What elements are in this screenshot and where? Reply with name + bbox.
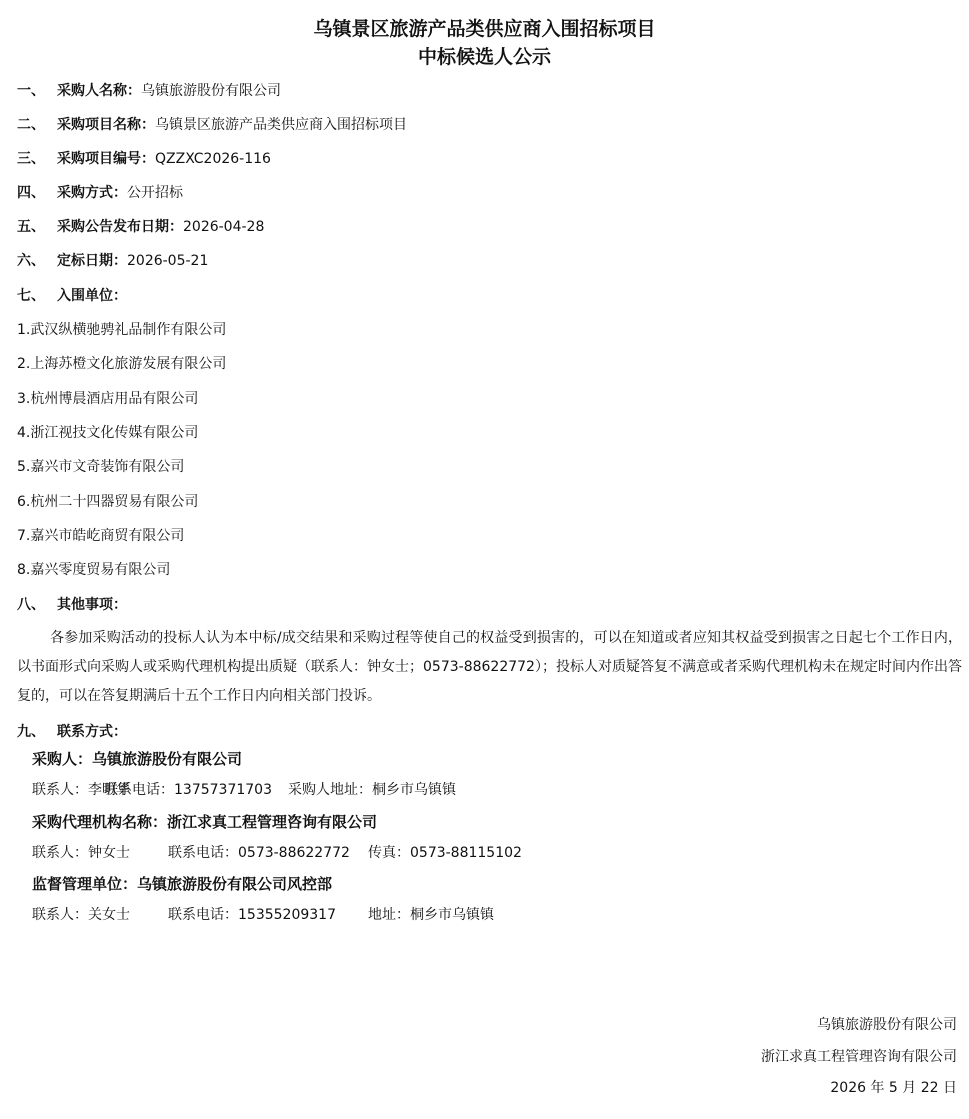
- winner-item: 7.嘉兴市皓屹商贸有限公司: [17, 528, 185, 544]
- winner-item: 8.嘉兴零度贸易有限公司: [17, 562, 171, 578]
- section-number: 一、: [17, 83, 45, 99]
- section-project-code: [17, 149, 271, 169]
- section-number: 二、: [17, 117, 45, 133]
- section-winners: [17, 286, 127, 306]
- contact-person: 联系人：钟女士: [32, 845, 130, 861]
- signature-org-2: 浙江求真工程管理咨询有限公司: [761, 1049, 957, 1065]
- contact-address: 采购人地址：桐乡市乌镇镇: [288, 782, 456, 798]
- section-number: 八、: [17, 597, 45, 613]
- section-number: 四、: [17, 185, 45, 201]
- winner-item: 6.杭州二十四器贸易有限公司: [17, 494, 199, 510]
- section-award-date: [17, 251, 208, 271]
- section-value: 乌镇旅游股份有限公司: [141, 83, 281, 99]
- contact-person: 联系人：李明华: [32, 782, 130, 798]
- contact-fax: 传真：0573-88115102: [368, 845, 522, 861]
- winner-item: 5.嘉兴市文奇装饰有限公司: [17, 459, 185, 475]
- contact-phone: 联系电话：13757371703: [104, 782, 272, 798]
- section-label: 入围单位：: [57, 288, 127, 304]
- winner-item: 1.武汉纵横驰骋礼品制作有限公司: [17, 322, 227, 338]
- section-label: 采购公告发布日期：: [57, 219, 183, 235]
- contact-purchaser-heading: 采购人：乌镇旅游股份有限公司: [32, 750, 243, 768]
- section-other-matters: [17, 595, 127, 615]
- other-matters-text: 各参加采购活动的投标人认为本中标/成交结果和采购过程等使自己的权益受到损害的，可以在知道或者应知其权益受到损害之日起七个工作日内，以书面形式向采购人或采购代理机构提出质疑（联系人：钟女士；0573-88622772）；投标人对质疑答复不满意或者采购代理机构未在规定时间内作出答复的，可以在答复期满后十五个工作日内向相关部门投诉。: [17, 630, 962, 704]
- contact-phone: 联系电话：0573-88622772: [168, 845, 350, 861]
- winner-item: 3.杭州博晨酒店用品有限公司: [17, 391, 199, 407]
- contact-purchaser-details: [32, 780, 456, 800]
- section-number: 九、: [17, 724, 45, 740]
- winner-item: 4.浙江视技文化传媒有限公司: [17, 425, 199, 441]
- section-purchaser: [17, 81, 281, 101]
- section-label: 其他事项：: [57, 597, 127, 613]
- signature-org-1: 乌镇旅游股份有限公司: [817, 1017, 957, 1033]
- section-value: 2026-04-28: [183, 219, 265, 235]
- section-label: 采购项目名称：: [57, 117, 155, 133]
- section-number: 三、: [17, 151, 45, 167]
- contact-agency-heading: 采购代理机构名称：浙江求真工程管理咨询有限公司: [32, 813, 378, 831]
- winner-item: 2.上海苏橙文化旅游发展有限公司: [17, 356, 227, 372]
- section-value: QZZXC2026-116: [155, 151, 271, 167]
- section-contacts: [17, 722, 127, 742]
- contact-phone: 联系电话：15355209317: [168, 907, 336, 923]
- contact-supervisor-heading: 监督管理单位：乌镇旅游股份有限公司风控部: [32, 875, 333, 893]
- section-number: 七、: [17, 288, 45, 304]
- section-method: [17, 183, 183, 203]
- section-value: 乌镇景区旅游产品类供应商入围招标项目: [155, 117, 407, 133]
- document-title: 乌镇景区旅游产品类供应商入围招标项目: [313, 18, 656, 40]
- section-label: 采购项目编号：: [57, 151, 155, 167]
- contact-supervisor-details: [32, 905, 494, 925]
- section-label: 采购人名称：: [57, 83, 141, 99]
- section-value: 公开招标: [127, 185, 183, 201]
- section-number: 五、: [17, 219, 45, 235]
- document-subtitle: 中标候选人公示: [417, 46, 551, 68]
- section-label: 联系方式：: [57, 724, 127, 740]
- section-value: 2026-05-21: [127, 253, 209, 269]
- section-number: 六、: [17, 253, 45, 269]
- section-label: 定标日期：: [57, 253, 127, 269]
- section-label: 采购方式：: [57, 185, 127, 201]
- section-publish-date: [17, 217, 264, 237]
- contact-person: 联系人：关女士: [32, 907, 130, 923]
- contact-agency-details: [32, 843, 522, 863]
- section-project-name: [17, 115, 407, 135]
- contact-address: 地址：桐乡市乌镇镇: [368, 907, 494, 923]
- signature-date: 2026 年 5 月 22 日: [830, 1080, 957, 1096]
